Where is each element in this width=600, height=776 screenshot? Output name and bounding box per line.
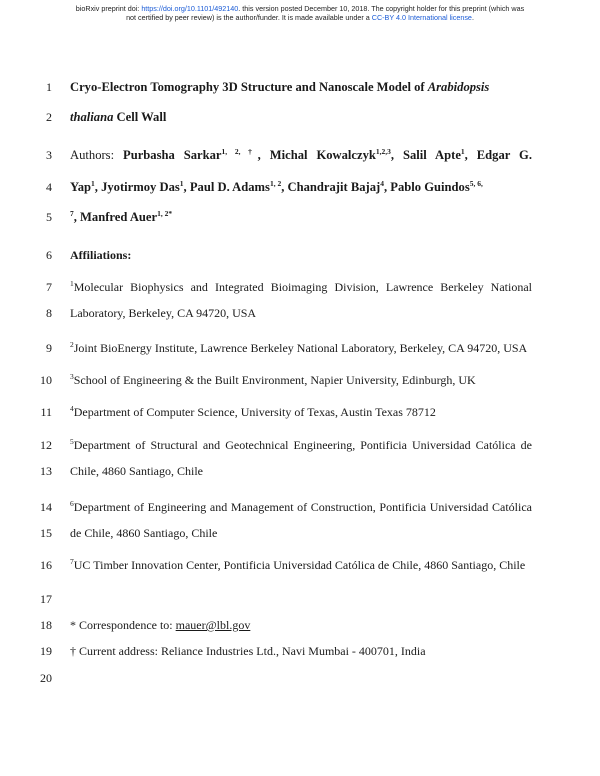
correspondence-email-link[interactable]: mauer@lbl.gov [175,618,251,632]
line-number: 2 [46,110,52,124]
affiliation-2: $^2$Joint BioEnergy Institute, Lawrence Berkeley National Laboratory, Berkeley, CA 94720, USA [70,340,528,355]
affiliation-1-line-1: $^1$Molecular Biophysics and Integrated Bioimaging Division, Lawrence Berkeley National [70,280,532,294]
author-name: Chandrajit Bajaj$^4$, [287,179,388,194]
author-name: Edgar G. [476,148,532,162]
authors-line-1 [70,148,532,162]
correspondence-line: * Correspondence to: mauer@lbl.gov [70,618,251,632]
line-number: 7 [46,280,52,294]
current-address-line: † Current address: Reliance Industries Ltd., Navi Mumbai - 400701, India [70,644,426,658]
line-number: 12 [40,438,52,452]
line-number: 1 [46,80,52,94]
affiliation-6-line-2: de Chile, 4860 Santiago, Chile [70,526,218,540]
author-name: Yap$^1$, [70,179,98,194]
line-number: 17 [40,592,52,606]
author-name: $^7$, Manfred Auer$^{1, 2*}$ [70,209,173,224]
affiliation-1-line-2: Laboratory, Berkeley, CA 94720, USA [70,306,257,320]
author-name: Purbasha Sarkar$^{1, 2, \dagger}$, [123,148,261,162]
paper-title-line-2: thaliana Cell Wall [70,110,167,124]
line-number: 15 [40,526,52,540]
author-name: Michal Kowalczyk$^{1,2,3}$, [269,148,395,162]
author-name: Salil Apte$^1$, [403,148,468,162]
affiliation-5-line-1: $^5$Department of Structural and Geotechnical Engineering, Pontificia Universidad Católica de [70,438,532,452]
banner-line-1: bioRxiv preprint doi: https://doi.org/10.1101/492140. this version posted December 10, 2018. The copyright holder for this preprint (which was [75,4,525,13]
line-number: 14 [40,500,52,514]
line-number: 9 [46,341,52,355]
banner-line-2: not certified by peer review) is the author/funder. It is made available under a CC-BY 4.0 International license. [126,13,474,22]
line-number: 20 [40,671,52,685]
line-number: 4 [46,180,52,194]
authors-line-2 [70,180,532,194]
line-number: 11 [40,405,52,419]
preprint-banner [20,4,580,22]
doi-link[interactable]: https://doi.org/10.1101/492140 [141,4,239,13]
author-name: Jyotirmoy Das$^1$, [101,179,187,194]
author-name: Pablo Guindos$^{5, 6,}$ [390,179,483,194]
line-number: 19 [40,644,52,658]
line-number: 3 [46,148,52,162]
affiliation-5-line-2: Chile, 4860 Santiago, Chile [70,464,203,478]
line-number: 5 [46,210,52,224]
author-name: Paul D. Adams$^{1, 2}$, [189,179,285,194]
line-number: 8 [46,306,52,320]
line-number: 13 [40,464,52,478]
line-number: 18 [40,618,52,632]
affiliation-3: $^3$School of Engineering & the Built Environment, Napier University, Edinburgh, UK [70,372,476,387]
authors-label: Authors: [70,148,115,162]
line-number: 6 [46,248,52,262]
authors-line-3 [70,210,532,224]
line-number: 10 [40,373,52,387]
affiliation-7: $^7$UC Timber Innovation Center, Pontificia Universidad Católica de Chile, 4860 Santiago, Chile [70,557,526,572]
affiliations-heading: Affiliations: [70,248,132,262]
license-link[interactable]: CC-BY 4.0 International license [371,13,472,22]
paper-title-line-1: Cryo-Electron Tomography 3D Structure and Nanoscale Model of Arabidopsis [70,80,490,94]
line-number: 16 [40,558,52,572]
affiliation-4: $^4$Department of Computer Science, University of Texas, Austin Texas 78712 [70,404,436,419]
affiliation-6-line-1: $^6$Department of Engineering and Management of Construction, Pontificia Universidad Católica [70,500,532,514]
